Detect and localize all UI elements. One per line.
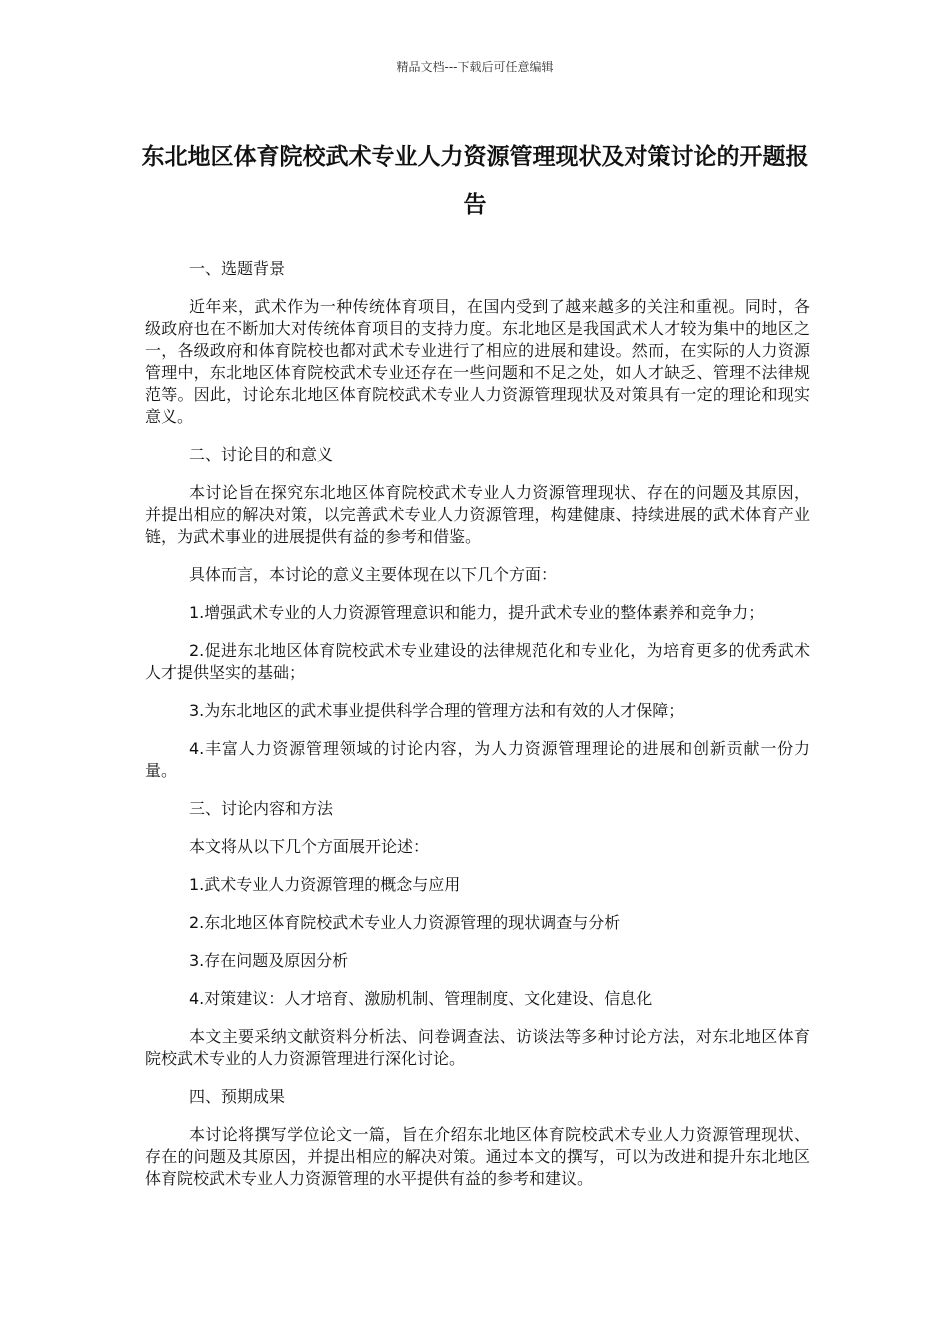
paragraph-expected-results: 本讨论将撰写学位论文一篇，旨在介绍东北地区体育院校武术专业人力资源管理现状、存在的问题及其原因，并提出相应的解决对策。通过本文的撰写，可以为改进和提升东北地区体育院校武术专业人力资源管理的水平提供有益的参考和建议。: [145, 1125, 810, 1188]
paragraph-background: 近年来，武术作为一种传统体育项目，在国内受到了越来越多的关注和重视。同时，各级政府也在不断加大对传统体育项目的支持力度。东北地区是我国武术人才较为集中的地区之一，各级政府和体育院校也都对武术专业进行了相应的进展和建设。然而，在实际的人力资源管理中，东北地区体育院校武术专业还存在一些问题和不足之处，如人才缺乏、管理不法律规范等。因此，讨论东北地区体育院校武术专业人力资源管理现状及对策具有一定的理论和现实意义。: [145, 297, 810, 426]
section-heading-content-methods: 三、讨论内容和方法: [189, 799, 334, 818]
content-item-1: 1.武术专业人力资源管理的概念与应用: [189, 875, 461, 894]
section-heading-background: 一、选题背景: [189, 259, 286, 278]
content-item-3: 3.存在问题及原因分析: [189, 951, 349, 970]
significance-item-3: 3.为东北地区的武术事业提供科学合理的管理方法和有效的人才保障；: [189, 701, 685, 720]
section-heading-purpose: 二、讨论目的和意义: [189, 445, 334, 464]
document-title: 东北地区体育院校武术专业人力资源管理现状及对策讨论的开题报告: [141, 144, 809, 218]
document-body: [145, 258, 810, 1206]
paragraph-purpose: 本讨论旨在探究东北地区体育院校武术专业人力资源管理现状、存在的问题及其原因，并提出相应的解决对策，以完善武术专业人力资源管理，构建健康、持续进展的武术体育产业链，为武术事业的进展提供有益的参考和借鉴。: [145, 483, 810, 546]
significance-item-2: 2.促进东北地区体育院校武术专业建设的法律规范化和专业化，为培育更多的优秀武术人才提供坚实的基础；: [145, 641, 810, 682]
significance-item-4: 4.丰富人力资源管理领域的讨论内容，为人力资源管理理论的进展和创新贡献一份力量。: [145, 739, 810, 780]
paragraph-significance-intro: 具体而言，本讨论的意义主要体现在以下几个方面：: [189, 565, 558, 584]
paragraph-content-intro: 本文将从以下几个方面展开论述：: [189, 837, 430, 856]
paragraph-methods: 本文主要采纳文献资料分析法、问卷调查法、访谈法等多种讨论方法，对东北地区体育院校武术专业的人力资源管理进行深化讨论。: [145, 1027, 810, 1068]
header-note: 精品文档---下载后可任意编辑: [396, 60, 554, 74]
content-item-2: 2.东北地区体育院校武术专业人力资源管理的现状调查与分析: [189, 913, 621, 932]
significance-item-1: 1.增强武术专业的人力资源管理意识和能力，提升武术专业的整体素养和竞争力；: [189, 603, 765, 622]
section-heading-expected-results: 四、预期成果: [189, 1087, 286, 1106]
content-item-4: 4.对策建议：人才培育、激励机制、管理制度、文化建设、信息化: [189, 989, 653, 1008]
